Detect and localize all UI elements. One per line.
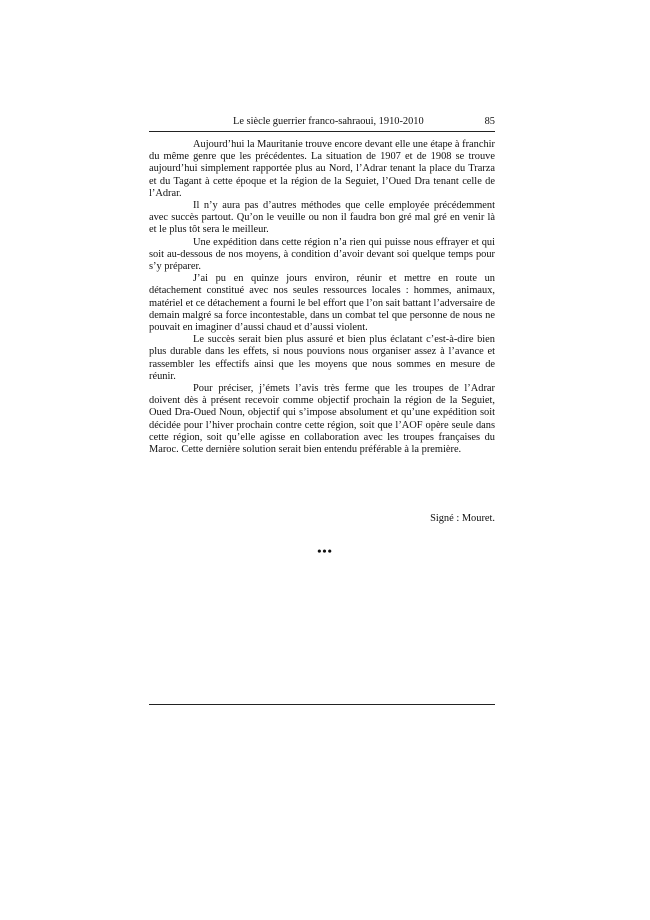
paragraph: Le succès serait bien plus assuré et bien plus éclatant c’est-à-dire bien plus durable dans les effets, si nous pouvions nous organiser assez à l’avance et rassembler les effectifs ainsi que les moyens que nous sommes en mesure de réunir. — [149, 334, 495, 382]
paragraph: Il n’y aura pas d’autres méthodes que celle employée précédemment avec succès partout. Qu’on le veuille ou non il faudra bon gré mal gré en venir là et le plus tôt sera le meilleur. — [149, 200, 495, 236]
paragraph: Pour préciser, j’émets l’avis très ferme que les troupes de l’Adrar doivent dès à présent recevoir comme objectif prochain la région de la Seguiet, Oued Dra-Oued Noun, objectif qui s’impose absolument et qu’une expédition soit décidée pour l’hiver prochain contre cette région, soit que l’AOF opère seule dans cette région, soit qu’elle agisse en collaboration avec les troupes françaises du Maroc. Cette dernière solution serait bien entendu préférable à la première. — [149, 383, 495, 456]
paragraph: J’ai pu en quinze jours environ, réunir et mettre en route un détachement constitué avec nos seules ressources locales : hommes, animaux, matériel et ce détachement a fourni le bel effort que l’on sait battant l’adversaire de demain malgré sa force incontestable, dans un combat tel que personne de nous ne pouvait en imaginer d’aussi chaud et d’aussi violent. — [149, 273, 496, 334]
paragraph: Aujourd’hui la Mauritanie trouve encore devant elle une étape à franchir du même genre que les précédentes. La situation de 1907 et de 1908 se trouve aujourd’hui simplement rapportée plus au Nord, l’Adrar tenant la place du Trarza et du Tagant à cette époque et la région de la Seguiet, l’Oued Dra tenant celle de l’Adrar. — [149, 139, 495, 199]
paragraph: Une expédition dans cette région n’a rien qui puisse nous effrayer et qui soit au-dessous de nos moyens, à condition d’avoir devant soi quelque temps pour s’y préparer. — [149, 236, 495, 273]
section-separator: ••• — [317, 544, 333, 558]
body-text — [149, 139, 495, 456]
signature: Signé : Mouret. — [430, 513, 495, 524]
footer-rule — [149, 704, 495, 705]
running-title: Le siècle guerrier franco-sahraoui, 1910-2010 — [233, 116, 424, 127]
page-number: 85 — [484, 116, 495, 127]
header-rule — [149, 131, 495, 132]
